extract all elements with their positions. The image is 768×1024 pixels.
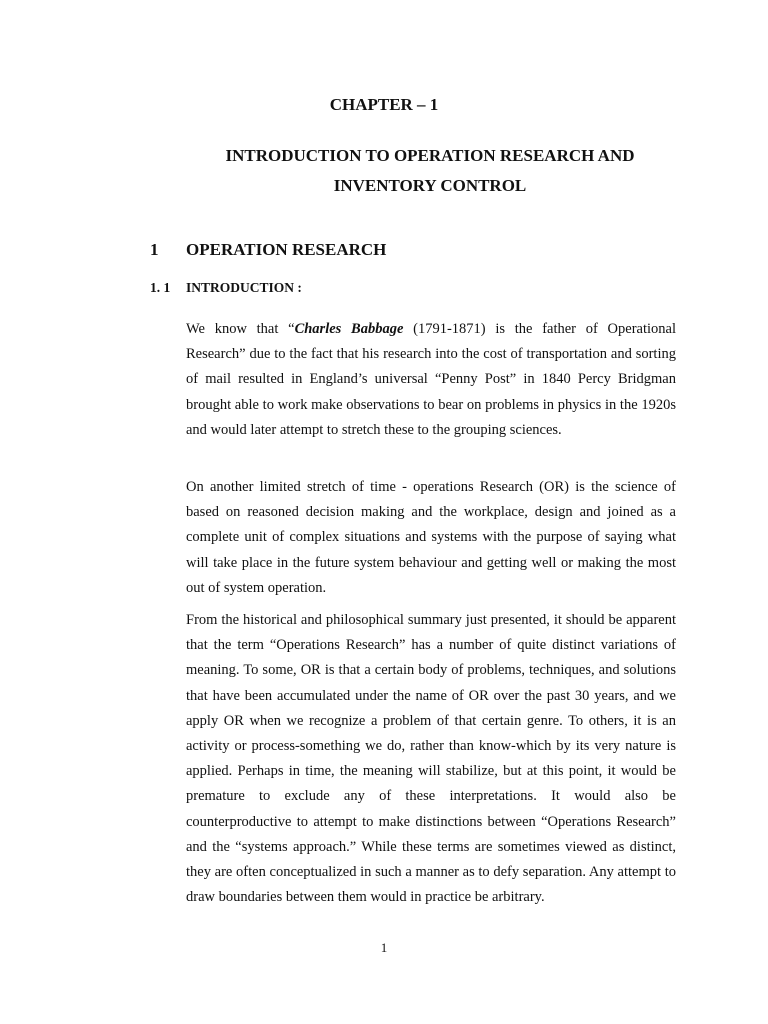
subsection-heading (150, 280, 302, 296)
section-number: 1 (150, 240, 159, 259)
paragraph-1-lead: We know that “ (186, 321, 295, 337)
page-number: 1 (380, 940, 388, 955)
subsection-number: 1. 1 (150, 280, 171, 295)
paragraph-3: From the historical and philosophical summary just presented, it should be apparent that the term “Operations Research” has a number of quite distinct variations of meaning. To some, OR is that a certain body of problems, techniques, and solutions that have been accumulated under the name of OR over the past 30 years, and we apply OR when we recognize a problem of that certain genre. To others, it is an activity or process-something we do, rather than know-which by its very nature is applied. Perhaps in time, the meaning will stabilize, but at this point, it would be premature to exclude any of these interpretations. It would also be counterproductive to attempt to make distinctions between “Operations Research” and the “systems approach.” While these terms are sometimes viewed as distinct, they are often conceptualized in such a manner as to defy separation. Any attempt to draw boundaries between them would in practice be arbitrary. (186, 612, 676, 906)
paragraph-1 (186, 317, 676, 443)
chapter-label: CHAPTER – 1 (329, 95, 439, 114)
paragraph-2: On another limited stretch of time - operations Research (OR) is the science of based on reasoned decision making and the workplace, design and joined as a complete unit of complex situations and systems with the purpose of saying what will take place in the future system behaviour and getting well or making the most out of system operation. (186, 479, 676, 596)
chapter-title: INTRODUCTION TO OPERATION RESEARCH AND INVENTORY CONTROL (225, 146, 635, 195)
section-heading (150, 240, 386, 260)
subsection-title: INTRODUCTION : (186, 280, 302, 295)
paragraph-1-body: (1791-1871) is the father of Operational Research” due to the fact that his research into the cost of transportation and sorting of mail resulted in England’s universal “Penny Post” in 1840 Percy Bridgman brought able to work make observations to bear on problems in physics in the 1920s and would later attempt to stretch these to the grouping sciences. (186, 321, 676, 438)
section-title: OPERATION RESEARCH (186, 240, 387, 259)
person-name: Charles Babbage (294, 321, 404, 337)
